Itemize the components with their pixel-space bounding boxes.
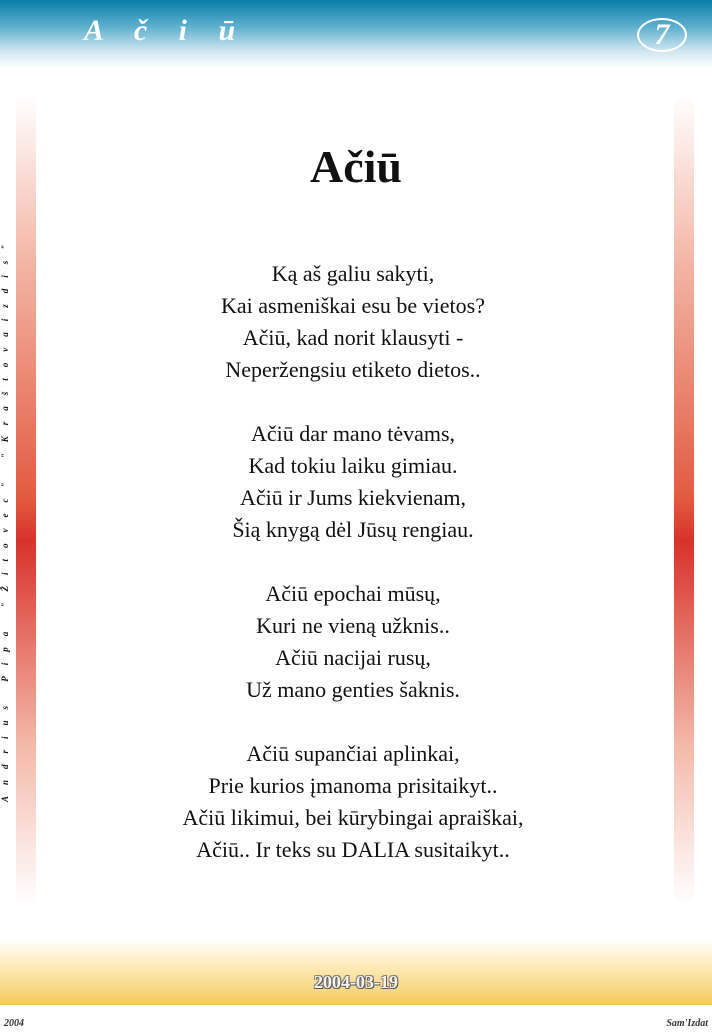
poem-line: Neperžengsiu etiketo dietos.. (225, 357, 481, 382)
poem-line: Ačiū supančiai aplinkai, (246, 741, 460, 766)
poem-line: Prie kurios įmanoma prisitaikyt.. (208, 773, 498, 798)
poem-line: Ačiū likimui, bei kūrybingai apraiškai, (182, 805, 524, 830)
stanza (100, 578, 606, 706)
poem-line: Kad tokiu laiku gimiau. (248, 453, 458, 478)
poem-line: Kuri ne vieną užknis.. (256, 613, 450, 638)
sidebar-vertical-text: Andrius Pipa "Žitovec" "Kraštovaizdis" (0, 233, 10, 803)
poem-line: Ačiū, kad norit klausyti - (242, 325, 464, 350)
poem-line: Ačiū.. Ir teks su DALIA susitaikyt.. (196, 837, 510, 862)
poem-line: Ką aš galiu sakyti, (271, 261, 435, 286)
poem-line: Šią knygą dėl Jūsų rengiau. (232, 517, 474, 542)
poem-line: Ačiū nacijai rusų, (275, 645, 431, 670)
stanza (100, 258, 606, 386)
poem-line: Už mano genties šaknis. (246, 677, 460, 702)
footer-brand: Sam'Izdat (666, 1018, 708, 1029)
right-decorative-bar (674, 95, 694, 905)
poem-title: Ačiū (310, 141, 402, 192)
stanza (100, 738, 606, 866)
footer-date: 2004-03-19 (314, 972, 398, 992)
header-title: A č i ū (84, 14, 248, 47)
poem-line: Ačiū dar mano tėvams, (250, 421, 456, 446)
poem-line: Ačiū ir Jums kiekvienam, (239, 485, 467, 510)
poem-body (100, 258, 606, 898)
stanza (100, 418, 606, 546)
poem-line: Kai asmeniškai esu be vietos? (221, 293, 485, 318)
footer-year: 2004 (4, 1018, 24, 1029)
page-number-badge: 7 (637, 18, 687, 52)
left-decorative-bar (16, 95, 36, 905)
poem-line: Ačiū epochai mūsų, (265, 581, 441, 606)
